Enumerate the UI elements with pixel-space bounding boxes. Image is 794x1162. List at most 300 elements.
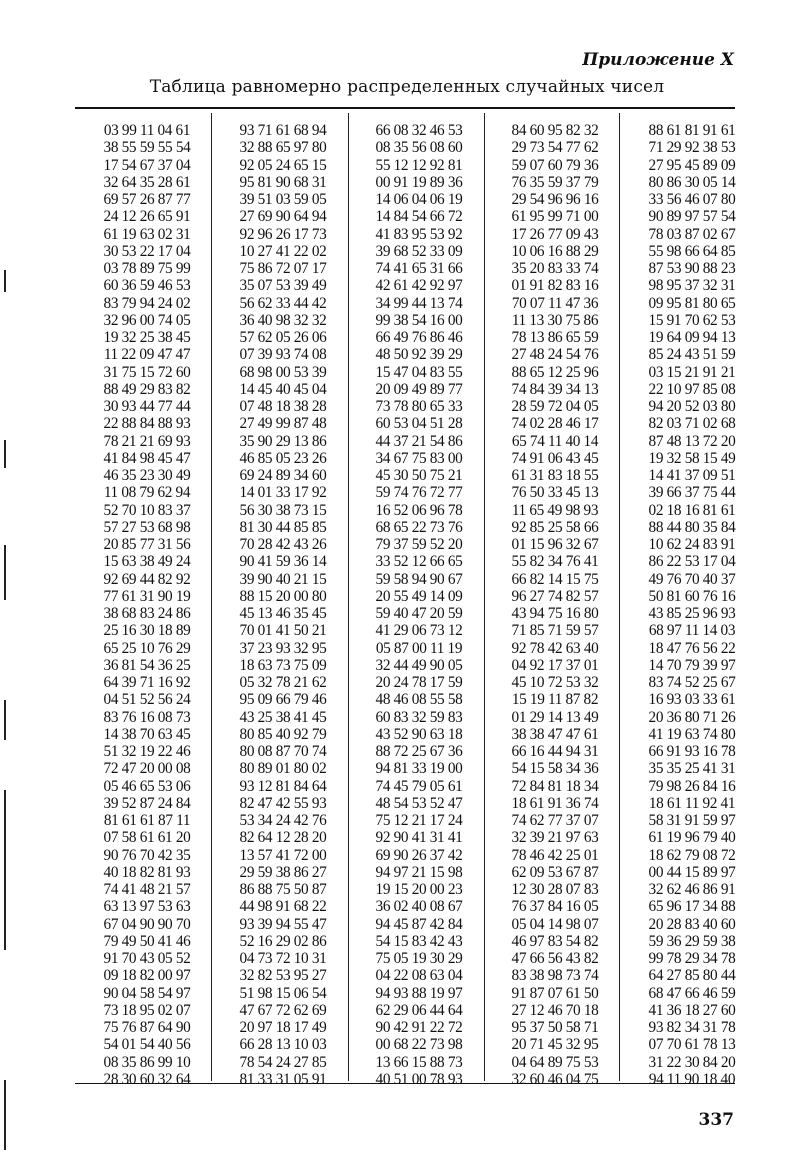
table-row: 15 91 70 62 53 bbox=[648, 311, 736, 329]
table-row: 32 39 21 97 63 bbox=[511, 829, 599, 847]
table-row: 65 25 10 76 29 bbox=[103, 639, 191, 657]
table-row: 39 66 37 75 44 bbox=[648, 484, 736, 502]
table-row: 10 06 16 88 29 bbox=[511, 242, 599, 260]
table-row: 95 81 90 68 31 bbox=[239, 173, 327, 191]
table-row: 41 84 98 45 47 bbox=[103, 449, 191, 467]
table-row: 38 68 83 24 86 bbox=[103, 605, 191, 622]
table-row: 74 84 39 34 13 bbox=[511, 380, 599, 398]
table-row: 07 39 93 74 08 bbox=[239, 346, 327, 364]
table-row: 33 52 12 66 65 bbox=[375, 553, 463, 571]
table-row: 22 10 97 85 08 bbox=[648, 380, 736, 398]
table-row: 41 83 95 53 92 bbox=[375, 225, 463, 243]
table-row: 83 38 98 73 74 bbox=[511, 967, 599, 985]
table-row: 41 29 06 73 12 bbox=[375, 622, 463, 640]
table-row: 92 85 25 58 66 bbox=[511, 518, 599, 536]
table-row: 92 05 24 65 15 bbox=[239, 156, 327, 174]
table-row: 79 37 59 52 20 bbox=[375, 536, 463, 553]
table-row: 87 53 90 88 23 bbox=[648, 260, 736, 277]
table-row: 71 85 71 59 57 bbox=[511, 622, 599, 640]
table-row: 62 29 06 44 64 bbox=[375, 1001, 463, 1019]
table-row: 93 71 61 68 94 bbox=[239, 122, 327, 139]
table-row: 15 63 38 49 24 bbox=[103, 553, 191, 571]
table-row: 74 41 48 21 57 bbox=[103, 881, 191, 898]
table-row: 93 12 81 84 64 bbox=[239, 777, 327, 795]
table-row: 32 64 35 28 61 bbox=[103, 173, 191, 191]
table-row: 08 35 56 08 60 bbox=[375, 139, 463, 157]
table-row: 88 44 80 35 84 bbox=[648, 518, 736, 536]
table-row: 90 41 59 36 14 bbox=[239, 553, 327, 571]
table-row: 18 47 76 56 22 bbox=[648, 639, 736, 657]
table-row: 74 45 79 05 61 bbox=[375, 777, 463, 795]
table-row: 70 28 42 43 26 bbox=[239, 536, 327, 553]
table-row: 59 40 47 20 59 bbox=[375, 605, 463, 622]
number-column-2 bbox=[220, 122, 346, 1088]
table-row: 62 09 53 67 87 bbox=[511, 863, 599, 881]
table-row: 36 40 98 32 32 bbox=[239, 311, 327, 329]
table-row: 35 07 53 39 49 bbox=[239, 277, 327, 295]
table-row: 14 45 40 45 04 bbox=[239, 380, 327, 398]
table-row: 66 82 14 15 75 bbox=[511, 570, 599, 588]
table-row: 48 54 53 52 47 bbox=[375, 794, 463, 812]
table-row: 36 81 54 36 25 bbox=[103, 656, 191, 674]
table-row: 78 21 21 69 93 bbox=[103, 432, 191, 450]
table-row: 14 38 70 63 45 bbox=[103, 725, 191, 743]
table-row: 72 84 81 18 34 bbox=[511, 777, 599, 795]
table-row: 09 18 82 00 97 bbox=[103, 967, 191, 985]
table-row: 61 95 99 71 00 bbox=[511, 208, 599, 226]
table-row: 75 76 87 64 90 bbox=[103, 1019, 191, 1036]
table-row: 43 25 38 41 45 bbox=[239, 708, 327, 726]
table-row: 59 07 60 79 36 bbox=[511, 156, 599, 174]
table-row: 20 55 49 14 09 bbox=[375, 587, 463, 605]
table-row: 18 63 73 75 09 bbox=[239, 656, 327, 674]
table-row: 76 35 59 37 79 bbox=[511, 173, 599, 191]
table-row: 68 65 22 73 76 bbox=[375, 518, 463, 536]
table-row: 45 30 50 75 21 bbox=[375, 467, 463, 484]
table-row: 07 58 61 61 20 bbox=[103, 829, 191, 847]
table-row: 79 98 26 84 16 bbox=[648, 777, 736, 795]
table-row: 75 05 19 30 29 bbox=[375, 950, 463, 967]
table-row: 65 74 11 40 14 bbox=[511, 432, 599, 450]
table-row: 93 82 34 31 78 bbox=[648, 1019, 736, 1036]
table-row: 94 93 88 19 97 bbox=[375, 984, 463, 1002]
scan-edge-mark bbox=[4, 790, 6, 950]
table-row: 35 90 29 13 86 bbox=[239, 432, 327, 450]
table-bottom-rule bbox=[75, 1083, 735, 1084]
table-row: 73 78 80 65 33 bbox=[375, 398, 463, 415]
table-row: 55 82 34 76 41 bbox=[511, 553, 599, 571]
table-row: 19 64 09 94 13 bbox=[648, 329, 736, 346]
table-row: 73 18 95 02 07 bbox=[103, 1001, 191, 1019]
table-row: 31 75 15 72 60 bbox=[103, 363, 191, 381]
table-row: 15 19 11 87 82 bbox=[511, 691, 599, 709]
table-row: 27 69 90 64 94 bbox=[239, 208, 327, 226]
table-row: 27 48 24 54 76 bbox=[511, 346, 599, 364]
table-row: 86 22 53 17 04 bbox=[648, 553, 736, 571]
table-row: 46 35 23 30 49 bbox=[103, 467, 191, 484]
table-row: 36 02 40 08 67 bbox=[375, 898, 463, 916]
table-row: 87 48 13 72 20 bbox=[648, 432, 736, 450]
table-row: 88 15 20 00 80 bbox=[239, 587, 327, 605]
table-row: 09 95 81 80 65 bbox=[648, 294, 736, 312]
table-row: 83 76 16 08 73 bbox=[103, 708, 191, 726]
table-row: 69 57 26 87 77 bbox=[103, 191, 191, 208]
table-row: 67 04 90 90 70 bbox=[103, 915, 191, 933]
table-row: 95 09 66 79 46 bbox=[239, 691, 327, 709]
table-row: 39 68 52 33 09 bbox=[375, 242, 463, 260]
table-row: 94 20 52 03 80 bbox=[648, 398, 736, 415]
table-row: 59 58 94 90 67 bbox=[375, 570, 463, 588]
table-row: 99 78 29 34 78 bbox=[648, 950, 736, 967]
number-column-1 bbox=[84, 122, 210, 1088]
table-row: 59 36 29 59 38 bbox=[648, 932, 736, 950]
table-row: 92 69 44 82 92 bbox=[103, 570, 191, 588]
table-row: 14 84 54 66 72 bbox=[375, 208, 463, 226]
table-row: 78 13 86 65 59 bbox=[511, 329, 599, 346]
table-row: 70 07 11 47 36 bbox=[511, 294, 599, 312]
table-row: 66 91 93 16 78 bbox=[648, 743, 736, 760]
table-row: 91 70 43 05 52 bbox=[103, 950, 191, 967]
table-row: 61 19 96 79 40 bbox=[648, 829, 736, 847]
table-row: 80 89 01 80 02 bbox=[239, 760, 327, 778]
table-row: 45 13 46 35 45 bbox=[239, 605, 327, 622]
table-row: 72 47 20 00 08 bbox=[103, 760, 191, 778]
table-row: 14 41 37 09 51 bbox=[648, 467, 736, 484]
table-row: 43 85 25 96 93 bbox=[648, 605, 736, 622]
column-divider bbox=[211, 113, 212, 1081]
scan-edge-mark bbox=[4, 1080, 6, 1150]
table-row: 40 51 00 78 93 bbox=[375, 1070, 463, 1088]
table-row: 90 89 97 57 54 bbox=[648, 208, 736, 226]
table-row: 10 27 41 22 02 bbox=[239, 242, 327, 260]
table-row: 04 51 52 56 24 bbox=[103, 691, 191, 709]
scan-edge-mark bbox=[4, 440, 6, 468]
table-row: 40 18 82 81 93 bbox=[103, 863, 191, 881]
table-row: 82 47 42 55 93 bbox=[239, 794, 327, 812]
table-row: 11 22 09 47 47 bbox=[103, 346, 191, 364]
table-row: 68 97 11 14 03 bbox=[648, 622, 736, 640]
table-row: 27 12 46 70 18 bbox=[511, 1001, 599, 1019]
table-row: 24 12 26 65 91 bbox=[103, 208, 191, 226]
table-row: 00 44 15 89 97 bbox=[648, 863, 736, 881]
table-row: 41 36 18 27 60 bbox=[648, 1001, 736, 1019]
table-row: 04 73 72 10 31 bbox=[239, 950, 327, 967]
table-row: 43 94 75 16 80 bbox=[511, 605, 599, 622]
table-row: 01 15 96 32 67 bbox=[511, 536, 599, 553]
table-row: 60 36 59 46 53 bbox=[103, 277, 191, 295]
table-row: 44 98 91 68 22 bbox=[239, 898, 327, 916]
table-row: 20 97 18 17 49 bbox=[239, 1019, 327, 1036]
table-row: 42 61 42 92 97 bbox=[375, 277, 463, 295]
table-row: 60 53 04 51 28 bbox=[375, 415, 463, 433]
table-row: 20 36 80 71 26 bbox=[648, 708, 736, 726]
table-row: 38 38 47 47 61 bbox=[511, 725, 599, 743]
table-row: 66 08 32 46 53 bbox=[375, 122, 463, 139]
table-row: 19 32 25 38 45 bbox=[103, 329, 191, 346]
table-row: 88 72 25 67 36 bbox=[375, 743, 463, 760]
table-row: 46 97 83 54 82 bbox=[511, 932, 599, 950]
table-row: 68 47 66 46 59 bbox=[648, 984, 736, 1002]
table-row: 20 24 78 17 59 bbox=[375, 674, 463, 691]
table-row: 15 47 04 83 55 bbox=[375, 363, 463, 381]
table-row: 01 91 82 83 16 bbox=[511, 277, 599, 295]
table-row: 83 79 94 24 02 bbox=[103, 294, 191, 312]
table-row: 81 30 44 85 85 bbox=[239, 518, 327, 536]
table-row: 11 65 49 98 93 bbox=[511, 501, 599, 519]
table-row: 70 01 41 50 21 bbox=[239, 622, 327, 640]
table-row: 88 65 12 25 96 bbox=[511, 363, 599, 381]
table-row: 39 90 40 21 15 bbox=[239, 570, 327, 588]
table-row: 16 52 06 96 78 bbox=[375, 501, 463, 519]
table-row: 41 19 63 74 80 bbox=[648, 725, 736, 743]
table-row: 92 90 41 31 41 bbox=[375, 829, 463, 847]
table-row: 30 53 22 17 04 bbox=[103, 242, 191, 260]
table-row: 08 35 86 99 10 bbox=[103, 1053, 191, 1071]
table-row: 17 26 77 09 43 bbox=[511, 225, 599, 243]
table-row: 80 08 87 70 74 bbox=[239, 743, 327, 760]
table-row: 45 10 72 53 32 bbox=[511, 674, 599, 691]
table-row: 43 52 90 63 18 bbox=[375, 725, 463, 743]
table-row: 32 60 46 04 75 bbox=[511, 1070, 599, 1088]
table-row: 81 33 31 05 91 bbox=[239, 1070, 327, 1088]
table-row: 49 76 70 40 37 bbox=[648, 570, 736, 588]
appendix-label: Приложение X bbox=[582, 50, 734, 70]
table-title: Таблица равномерно распределенных случайных чисел bbox=[149, 77, 665, 97]
table-row: 03 78 89 75 99 bbox=[103, 260, 191, 277]
table-row: 13 66 15 88 73 bbox=[375, 1053, 463, 1071]
table-row: 38 55 59 55 54 bbox=[103, 139, 191, 157]
table-row: 78 54 24 27 85 bbox=[239, 1053, 327, 1071]
table-row: 52 70 10 83 37 bbox=[103, 501, 191, 519]
table-row: 46 85 05 23 26 bbox=[239, 449, 327, 467]
table-row: 82 64 12 28 20 bbox=[239, 829, 327, 847]
table-row: 85 24 43 51 59 bbox=[648, 346, 736, 364]
table-row: 39 51 03 59 05 bbox=[239, 191, 327, 208]
table-row: 27 95 45 89 09 bbox=[648, 156, 736, 174]
table-row: 35 20 83 33 74 bbox=[511, 260, 599, 277]
table-row: 80 86 30 05 14 bbox=[648, 173, 736, 191]
table-row: 29 73 54 77 62 bbox=[511, 139, 599, 157]
table-row: 05 87 00 11 19 bbox=[375, 639, 463, 657]
table-row: 75 12 21 17 24 bbox=[375, 812, 463, 829]
table-row: 29 54 96 96 16 bbox=[511, 191, 599, 208]
table-row: 48 50 92 39 29 bbox=[375, 346, 463, 364]
table-row: 14 01 33 17 92 bbox=[239, 484, 327, 502]
table-row: 64 39 71 16 92 bbox=[103, 674, 191, 691]
table-row: 78 46 42 25 01 bbox=[511, 846, 599, 864]
table-row: 04 64 89 75 53 bbox=[511, 1053, 599, 1071]
table-row: 20 85 77 31 56 bbox=[103, 536, 191, 553]
table-row: 88 49 29 83 82 bbox=[103, 380, 191, 398]
table-row: 04 92 17 37 01 bbox=[511, 656, 599, 674]
table-row: 47 67 72 62 69 bbox=[239, 1001, 327, 1019]
table-row: 81 61 61 87 11 bbox=[103, 812, 191, 829]
table-row: 54 15 83 42 43 bbox=[375, 932, 463, 950]
table-row: 53 34 24 42 76 bbox=[239, 812, 327, 829]
table-row: 78 03 87 02 67 bbox=[648, 225, 736, 243]
table-row: 05 32 78 21 62 bbox=[239, 674, 327, 691]
number-column-4 bbox=[492, 122, 618, 1088]
table-row: 00 68 22 73 98 bbox=[375, 1036, 463, 1054]
table-row: 92 78 42 63 40 bbox=[511, 639, 599, 657]
table-row: 76 50 33 45 13 bbox=[511, 484, 599, 502]
table-row: 33 56 46 07 80 bbox=[648, 191, 736, 208]
table-row: 11 13 30 75 86 bbox=[511, 311, 599, 329]
table-row: 28 59 72 04 05 bbox=[511, 398, 599, 415]
table-row: 20 09 49 89 77 bbox=[375, 380, 463, 398]
table-row: 13 57 41 72 00 bbox=[239, 846, 327, 864]
table-row: 61 19 63 02 31 bbox=[103, 225, 191, 243]
table-row: 51 32 19 22 46 bbox=[103, 743, 191, 760]
table-row: 14 06 04 06 19 bbox=[375, 191, 463, 208]
table-row: 14 70 79 39 97 bbox=[648, 656, 736, 674]
table-row: 95 37 50 58 71 bbox=[511, 1019, 599, 1036]
table-row: 69 90 26 37 42 bbox=[375, 846, 463, 864]
table-row: 18 61 11 92 41 bbox=[648, 794, 736, 812]
table-row: 32 82 53 95 27 bbox=[239, 967, 327, 985]
table-top-rule bbox=[75, 107, 735, 109]
table-row: 00 91 19 89 36 bbox=[375, 173, 463, 191]
table-row: 71 29 92 38 53 bbox=[648, 139, 736, 157]
table-row: 19 15 20 00 23 bbox=[375, 881, 463, 898]
table-row: 86 88 75 50 87 bbox=[239, 881, 327, 898]
scan-edge-mark bbox=[4, 270, 6, 292]
number-column-5 bbox=[629, 122, 755, 1088]
table-row: 18 62 79 08 72 bbox=[648, 846, 736, 864]
column-divider bbox=[484, 113, 485, 1081]
table-row: 29 59 38 86 27 bbox=[239, 863, 327, 881]
table-row: 03 99 11 04 61 bbox=[103, 122, 191, 139]
table-row: 93 39 94 55 47 bbox=[239, 915, 327, 933]
table-row: 74 02 28 46 17 bbox=[511, 415, 599, 433]
table-row: 31 22 30 84 20 bbox=[648, 1053, 736, 1071]
table-row: 07 70 61 78 13 bbox=[648, 1036, 736, 1054]
table-row: 88 61 81 91 61 bbox=[648, 122, 736, 139]
table-row: 27 49 99 87 48 bbox=[239, 415, 327, 433]
table-row: 99 38 54 16 00 bbox=[375, 311, 463, 329]
table-row: 66 28 13 10 03 bbox=[239, 1036, 327, 1054]
table-row: 01 29 14 13 49 bbox=[511, 708, 599, 726]
table-row: 57 27 53 68 98 bbox=[103, 518, 191, 536]
table-row: 07 48 18 38 28 bbox=[239, 398, 327, 415]
table-row: 02 18 16 81 61 bbox=[648, 501, 736, 519]
column-divider bbox=[619, 113, 620, 1081]
table-row: 66 16 44 94 31 bbox=[511, 743, 599, 760]
table-row: 90 04 58 54 97 bbox=[103, 984, 191, 1002]
table-row: 56 30 38 73 15 bbox=[239, 501, 327, 519]
table-row: 17 54 67 37 04 bbox=[103, 156, 191, 174]
table-row: 12 30 28 07 83 bbox=[511, 881, 599, 898]
number-column-3 bbox=[356, 122, 482, 1088]
table-row: 74 62 77 37 07 bbox=[511, 812, 599, 829]
table-row: 54 01 54 40 56 bbox=[103, 1036, 191, 1054]
page-number: 337 bbox=[698, 1110, 734, 1130]
table-row: 34 67 75 83 00 bbox=[375, 449, 463, 467]
table-row: 57 62 05 26 06 bbox=[239, 329, 327, 346]
table-row: 32 96 00 74 05 bbox=[103, 311, 191, 329]
table-row: 74 41 65 31 66 bbox=[375, 260, 463, 277]
table-row: 84 60 95 82 32 bbox=[511, 122, 599, 139]
table-row: 54 15 58 34 36 bbox=[511, 760, 599, 778]
table-row: 76 37 84 16 05 bbox=[511, 898, 599, 916]
table-row: 50 81 60 76 16 bbox=[648, 587, 736, 605]
table-row: 69 24 89 34 60 bbox=[239, 467, 327, 484]
table-row: 77 61 31 90 19 bbox=[103, 587, 191, 605]
table-row: 56 62 33 44 42 bbox=[239, 294, 327, 312]
table-row: 94 11 90 18 40 bbox=[648, 1070, 736, 1088]
column-divider bbox=[348, 113, 349, 1081]
table-row: 90 76 70 42 35 bbox=[103, 846, 191, 864]
table-row: 59 74 76 72 77 bbox=[375, 484, 463, 502]
table-row: 61 31 83 18 55 bbox=[511, 467, 599, 484]
table-row: 80 85 40 92 79 bbox=[239, 725, 327, 743]
table-row: 75 86 72 07 17 bbox=[239, 260, 327, 277]
table-row: 68 98 00 53 39 bbox=[239, 363, 327, 381]
table-row: 20 71 45 32 95 bbox=[511, 1036, 599, 1054]
table-row: 98 95 37 32 31 bbox=[648, 277, 736, 295]
table-row: 20 28 83 40 60 bbox=[648, 915, 736, 933]
table-row: 47 66 56 43 82 bbox=[511, 950, 599, 967]
table-row: 48 46 08 55 58 bbox=[375, 691, 463, 709]
table-row: 10 62 24 83 91 bbox=[648, 536, 736, 553]
table-row: 74 91 06 43 45 bbox=[511, 449, 599, 467]
table-row: 52 16 29 02 86 bbox=[239, 932, 327, 950]
table-row: 03 15 21 91 21 bbox=[648, 363, 736, 381]
table-row: 39 52 87 24 84 bbox=[103, 794, 191, 812]
table-row: 82 03 71 02 68 bbox=[648, 415, 736, 433]
table-row: 16 93 03 33 61 bbox=[648, 691, 736, 709]
table-row: 55 12 12 92 81 bbox=[375, 156, 463, 174]
table-row: 11 08 79 62 94 bbox=[103, 484, 191, 502]
table-row: 83 74 52 25 67 bbox=[648, 674, 736, 691]
table-row: 18 61 91 36 74 bbox=[511, 794, 599, 812]
table-row: 35 35 25 41 31 bbox=[648, 760, 736, 778]
scan-edge-mark bbox=[4, 545, 6, 600]
table-row: 32 44 49 90 05 bbox=[375, 656, 463, 674]
table-row: 22 88 84 88 93 bbox=[103, 415, 191, 433]
table-row: 60 83 32 59 83 bbox=[375, 708, 463, 726]
table-row: 96 27 74 82 57 bbox=[511, 587, 599, 605]
table-row: 05 46 65 53 06 bbox=[103, 777, 191, 795]
table-row: 44 37 21 54 86 bbox=[375, 432, 463, 450]
table-row: 63 13 97 53 63 bbox=[103, 898, 191, 916]
table-row: 32 88 65 97 80 bbox=[239, 139, 327, 157]
table-row: 58 31 91 59 97 bbox=[648, 812, 736, 829]
table-row: 37 23 93 32 95 bbox=[239, 639, 327, 657]
table-row: 25 16 30 18 89 bbox=[103, 622, 191, 640]
table-row: 79 49 50 41 46 bbox=[103, 932, 191, 950]
table-row: 91 87 07 61 50 bbox=[511, 984, 599, 1002]
scan-edge-mark bbox=[4, 700, 6, 740]
table-row: 94 45 87 42 84 bbox=[375, 915, 463, 933]
table-row: 32 62 46 86 91 bbox=[648, 881, 736, 898]
table-row: 92 96 26 17 73 bbox=[239, 225, 327, 243]
table-row: 28 30 60 32 64 bbox=[103, 1070, 191, 1088]
table-row: 34 99 44 13 74 bbox=[375, 294, 463, 312]
table-row: 51 98 15 06 54 bbox=[239, 984, 327, 1002]
table-row: 55 98 66 64 85 bbox=[648, 242, 736, 260]
table-row: 66 49 76 86 46 bbox=[375, 329, 463, 346]
table-row: 65 96 17 34 88 bbox=[648, 898, 736, 916]
table-row: 64 27 85 80 44 bbox=[648, 967, 736, 985]
table-row: 90 42 91 22 72 bbox=[375, 1019, 463, 1036]
table-row: 04 22 08 63 04 bbox=[375, 967, 463, 985]
table-row: 94 81 33 19 00 bbox=[375, 760, 463, 778]
table-row: 05 04 14 98 07 bbox=[511, 915, 599, 933]
table-row: 19 32 58 15 49 bbox=[648, 449, 736, 467]
table-row: 30 93 44 77 44 bbox=[103, 398, 191, 415]
table-row: 94 97 21 15 98 bbox=[375, 863, 463, 881]
